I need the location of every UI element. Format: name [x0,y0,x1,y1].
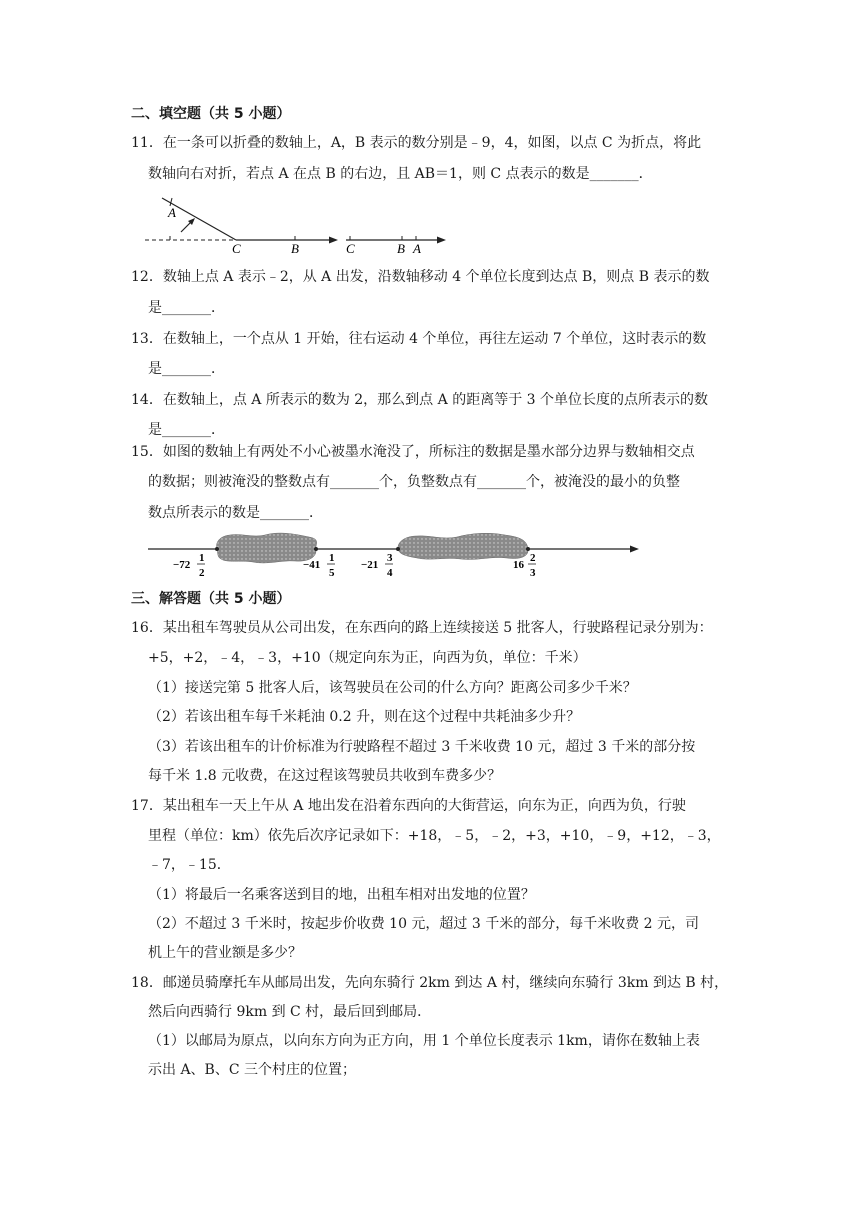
svg-text:2: 2 [530,552,536,564]
svg-text:2: 2 [199,567,205,579]
q17-line-6: 机上午的营业额是多少？ [148,945,302,961]
q18-line-2: 然后向西骑行 9km 到 C 村，最后回到邮局． [148,1004,432,1020]
q17-line-4: （1）将最后一名乘客送到目的地，出租车相对出发地的位置？ [148,887,535,903]
svg-text:16: 16 [513,559,524,571]
q18-line-4: 示出 A、B、C 三个村庄的位置； [148,1062,357,1078]
svg-text:−72: −72 [173,559,191,571]
q17-line-1: 17．某出租车一天上午从 A 地出发在沿着东西向的大街营运，向东为正，向西为负，行驶 [131,798,686,814]
q11-fig-label-a-folded: A [413,241,421,255]
q14-line-2: 是_______． [148,422,225,438]
section-heading-fill-blank: 二、填空题（共 5 小题） [131,106,291,122]
q18-line-3: （1）以邮局为原点，以向东方向为正方向，用 1 个单位长度表示 1km，请你在数轴上表 [148,1033,700,1049]
q12-line-1: 12．数轴上点 A 表示﹣2，从 A 出发，沿数轴移动 4 个单位长度到达点 B，则点 B 表示的数 [131,269,710,285]
q11-fig-label-c-folded: C [346,241,355,255]
q11-line-2: 数轴向右对折，若点 A 在点 B 的右边，且 AB＝1，则 C 点表示的数是_______． [148,166,653,182]
svg-text:1: 1 [329,552,335,564]
q15-line-1: 15．如图的数轴上有两处不小心被墨水淹没了，所标注的数据是墨水部分边界与数轴相交点 [131,444,695,460]
q11-fig-label-c: C [232,241,241,255]
q17-line-3: ﹣7，﹣15． [148,857,231,873]
svg-text:−21: −21 [361,559,379,571]
svg-text:4: 4 [387,567,393,579]
q13-line-2: 是_______． [148,361,225,377]
svg-text:1: 1 [199,552,205,564]
q13-line-1: 13．在数轴上，一个点从 1 开始，往右运动 4 个单位，再往左运动 7 个单位，这时表示的数 [131,331,707,347]
q11-line-1: 11．在一条可以折叠的数轴上，A，B 表示的数分别是﹣9，4，如图，以点 C 为折点，将此 [131,135,702,151]
q11-folded-number-line-figure [140,190,460,255]
q16-line-4: （2）若该出租车每千米耗油 0.2 升，则在这个过程中共耗油多少升？ [148,709,581,725]
svg-text:5: 5 [329,567,335,579]
q18-line-1: 18．邮递员骑摩托车从邮局出发，先向东骑行 2km 到达 A 村，继续向东骑行 3km 到达 B 村， [131,975,729,991]
ink-boundary-label-1 [173,552,205,579]
ink-blot-left [217,533,317,563]
q16-line-1: 16．某出租车驾驶员从公司出发，在东西向的路上连续接送 5 批客人，行驶路程记录分别为： [131,620,713,636]
q11-fig-label-b-folded: B [397,241,405,255]
q16-line-2: +5，+2，﹣4，﹣3，+10（规定向东为正，向西为负，单位：千米） [148,650,587,666]
q17-line-2: 里程（单位：km）依先后次序记录如下：+18，﹣5，﹣2，+3，+10，﹣9，+12，﹣3， [148,828,721,844]
svg-text:3: 3 [530,567,536,579]
ink-boundary-label-3 [361,552,393,579]
q11-fig-label-b: B [291,241,299,255]
q17-line-5: （2）不超过 3 千米时，按起步价收费 10 元，超过 3 千米的部分，每千米收费 2 元，司 [148,916,700,932]
q16-line-3: （1）接送完第 5 批客人后，该驾驶员在公司的什么方向？距离公司多少千米？ [148,680,637,696]
q16-line-6: 每千米 1.8 元收费，在这过程该驾驶员共收到车费多少？ [148,768,502,784]
q14-line-1: 14．在数轴上，点 A 所表示的数为 2，那么到点 A 的距离等于 3 个单位长度的点所表示的数 [131,392,708,408]
ink-blot-right [398,533,528,559]
q11-fig-label-a: A [168,205,176,220]
section-heading-answer: 三、解答题（共 5 小题） [131,591,291,607]
q16-line-5: （3）若该出租车的计价标准为行驶路程不超过 3 千米收费 10 元，超过 3 千米的部分按 [148,739,696,755]
svg-text:−41: −41 [303,559,321,571]
q15-line-3: 数点所表示的数是_______． [148,505,323,521]
q15-ink-number-line-figure [145,530,645,585]
q15-line-2: 的数据；则被淹没的整数点有_______个，负整数点有_______个，被淹没的最小的负整 [148,474,680,490]
svg-text:3: 3 [387,552,393,564]
q12-line-2: 是_______． [148,300,225,316]
